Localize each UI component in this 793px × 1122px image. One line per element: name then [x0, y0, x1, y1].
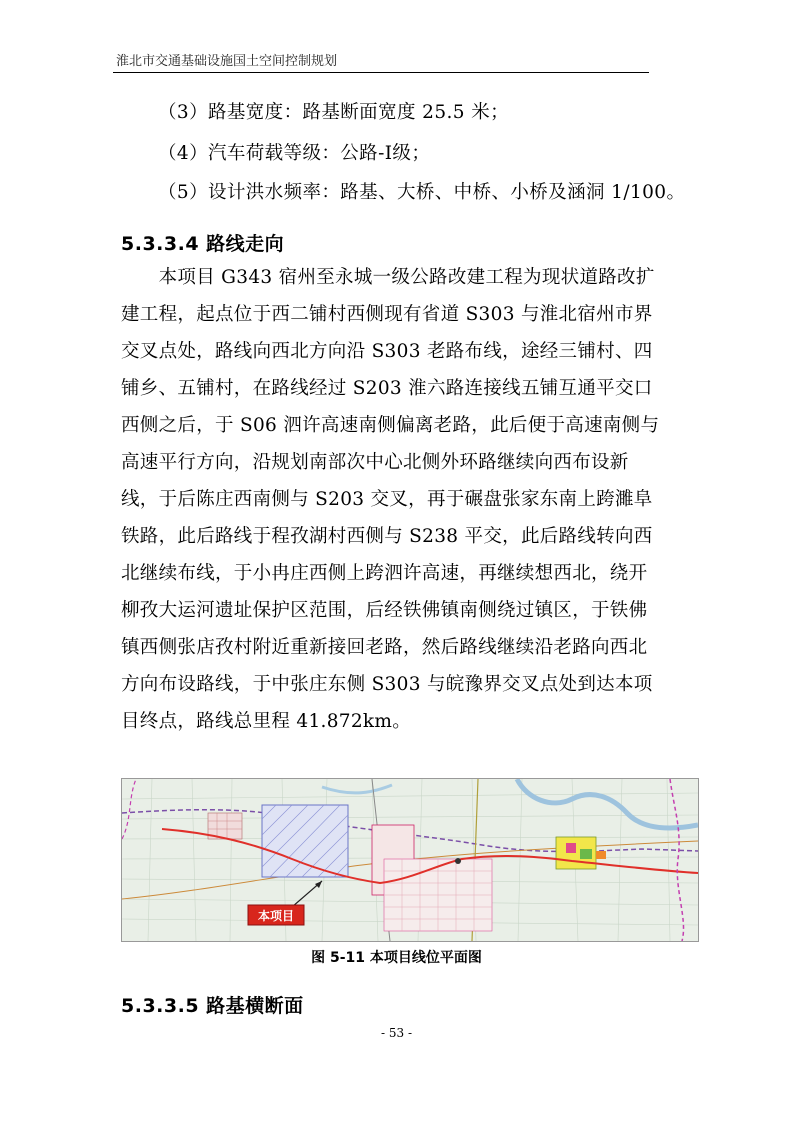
header-divider	[113, 72, 649, 73]
paragraph-line: 建工程，起点位于西二铺村西侧现有省道 S303 与淮北宿州市界	[121, 304, 653, 325]
document-header-title: 淮北市交通基础设施国土空间控制规划	[116, 54, 338, 69]
paragraph-line: 目终点，路线总里程 41.872km。	[121, 711, 412, 732]
paragraph-line: 铁路，此后路线于程孜湖村西侧与 S238 平交，此后路线转向西	[121, 526, 653, 547]
map-graphic	[122, 779, 698, 941]
figure-caption: 图 5-11 本项目线位平面图	[311, 950, 482, 966]
paragraph-line: 方向布设路线，于中张庄东侧 S303 与皖豫界交叉点处到达本项	[121, 674, 653, 695]
requirement-roadbed-width: （3）路基宽度：路基断面宽度 25.5 米；	[158, 102, 510, 123]
paragraph-line: 铺乡、五铺村，在路线经过 S203 淮六路连接线五铺互通平交口	[121, 378, 653, 399]
route-alignment-map	[121, 778, 699, 942]
requirement-load-class: （4）汽车荷载等级：公路-Ⅰ级；	[158, 143, 431, 164]
requirement-flood-frequency: （5）设计洪水频率：路基、大桥、中桥、小桥及涵洞 1/100。	[158, 182, 686, 203]
paragraph-line: 北继续布线，于小冉庄西侧上跨泗许高速，再继续想西北，绕开	[121, 563, 648, 584]
paragraph-line: 本项目 G343 宿州至永城一级公路改建工程为现状道路改扩	[121, 267, 655, 288]
paragraph-line: 西侧之后，于 S06 泗许高速南侧偏离老路，此后便于高速南侧与	[121, 415, 660, 436]
project-label: 本项目	[257, 909, 295, 923]
page-number: - 53 -	[380, 1026, 412, 1040]
paragraph-line: 线，于后陈庄西南侧与 S203 交叉，再于碾盘张家东南上跨濉阜	[121, 489, 653, 510]
paragraph-line: 高速平行方向，沿规划南部次中心北侧外环路继续向西布设新	[121, 452, 629, 473]
section-heading-route-direction: 5.3.3.4 路线走向	[121, 233, 285, 255]
paragraph-line: 柳孜大运河遗址保护区范围，后经铁佛镇南侧绕过镇区，于铁佛	[121, 600, 648, 621]
paragraph-line: 交叉点处，路线向西北方向沿 S303 老路布线，途经三铺村、四	[121, 341, 653, 362]
section-heading-roadbed-cross-section: 5.3.3.5 路基横断面	[121, 995, 304, 1017]
paragraph-line: 镇西侧张店孜村附近重新接回老路，然后路线继续沿老路向西北	[121, 637, 648, 658]
planning-zone	[262, 805, 348, 877]
